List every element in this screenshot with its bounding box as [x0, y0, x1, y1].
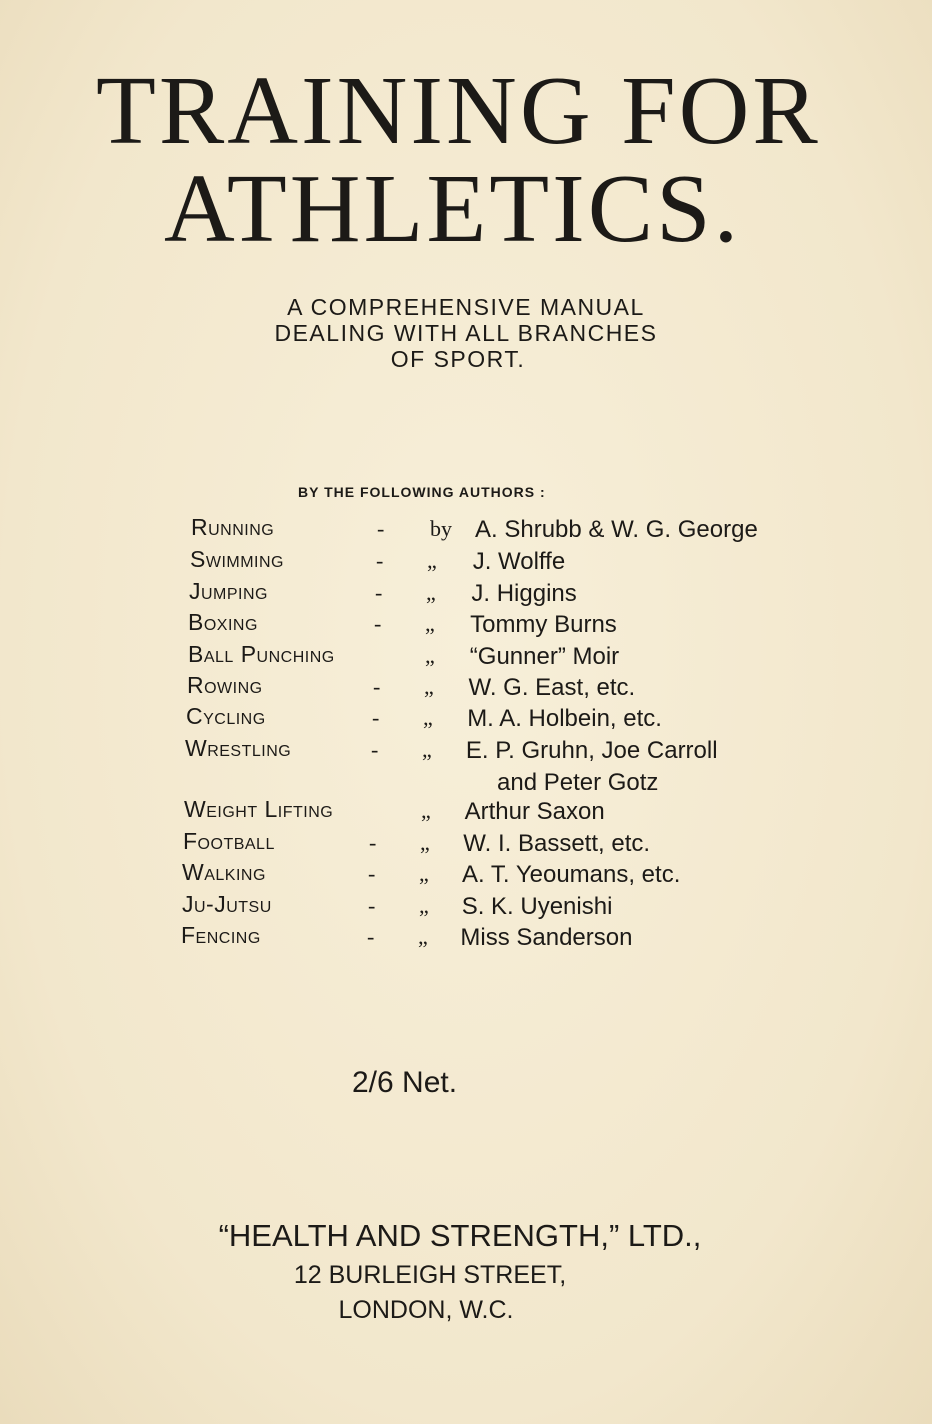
sport-label: Jumping	[189, 578, 268, 604]
sport-label: Football	[183, 828, 275, 854]
separator-dash: -	[373, 674, 381, 699]
author-name: J. Higgins	[471, 580, 577, 607]
author-name: Miss Sanderson	[460, 924, 633, 951]
ditto-mark: „	[423, 705, 433, 730]
author-name: Arthur Saxon	[464, 798, 605, 825]
authors-heading: BY THE FOLLOWING AUTHORS :	[298, 484, 546, 500]
author-name: W. G. East, etc.	[468, 674, 636, 701]
separator-dash: -	[368, 893, 376, 918]
ditto-mark: „	[420, 830, 430, 855]
sport-label: Walking	[182, 859, 266, 885]
author-name: E. P. Gruhn, Joe Carroll	[465, 737, 718, 764]
ditto-mark: „	[424, 674, 434, 699]
separator-dash: -	[371, 737, 379, 762]
ditto-mark: „	[419, 861, 429, 886]
sport-label: Ju-Jutsu	[182, 891, 272, 917]
sport-label: Swimming	[190, 546, 284, 572]
separator-dash: -	[369, 830, 377, 855]
sport-label: Running	[191, 514, 275, 540]
sport-label: Rowing	[187, 672, 263, 698]
book-title-line-2: ATHLETICS.	[164, 155, 742, 263]
publisher-city: LONDON, W.C.	[338, 1296, 514, 1324]
price: 2/6 Net.	[352, 1066, 458, 1099]
ditto-mark: by	[430, 516, 452, 541]
author-name: W. I. Bassett, etc.	[463, 830, 651, 857]
sport-label: Boxing	[188, 609, 258, 635]
ditto-mark: „	[426, 580, 436, 605]
publisher-name: “HEALTH AND STRENGTH,” LTD.,	[218, 1218, 702, 1253]
ditto-mark: „	[425, 611, 435, 636]
sport-label: Cycling	[186, 703, 266, 729]
separator-dash: -	[368, 861, 376, 886]
author-name: M. A. Holbein, etc.	[467, 705, 662, 732]
separator-dash: -	[367, 924, 375, 949]
book-title-line-1: TRAINING FOR	[96, 57, 821, 165]
ditto-mark: „	[427, 548, 437, 573]
sport-label: Weight Lifting	[184, 796, 334, 822]
sport-label: Ball Punching	[188, 641, 335, 667]
sport-label: Wrestling	[185, 735, 292, 761]
separator-dash: -	[376, 548, 384, 573]
subtitle-line-1: A COMPREHENSIVE MANUAL	[287, 294, 645, 320]
author-name: A. T. Yeoumans, etc.	[462, 861, 681, 888]
author-name: “Gunner” Moir	[469, 643, 620, 670]
author-name: Tommy Burns	[470, 611, 617, 638]
ditto-mark: „	[419, 893, 429, 918]
sport-label: Fencing	[181, 922, 261, 948]
author-name-continued: and Peter Gotz	[497, 769, 659, 796]
ditto-mark: „	[421, 798, 431, 823]
author-name: S. K. Uyenishi	[461, 893, 613, 920]
separator-dash: -	[377, 516, 385, 541]
publisher-address: 12 BURLEIGH STREET,	[293, 1261, 567, 1289]
author-name: A. Shrubb & W. G. George	[475, 516, 758, 543]
ditto-mark: „	[422, 737, 432, 762]
ditto-mark: „	[425, 643, 435, 668]
separator-dash: -	[375, 580, 383, 605]
ditto-mark: „	[418, 924, 428, 949]
separator-dash: -	[374, 611, 382, 636]
author-name: J. Wolffe	[472, 548, 566, 575]
subtitle-line-2: DEALING WITH ALL BRANCHES	[274, 320, 658, 346]
subtitle-line-3: OF SPORT.	[390, 346, 526, 372]
separator-dash: -	[372, 705, 380, 730]
